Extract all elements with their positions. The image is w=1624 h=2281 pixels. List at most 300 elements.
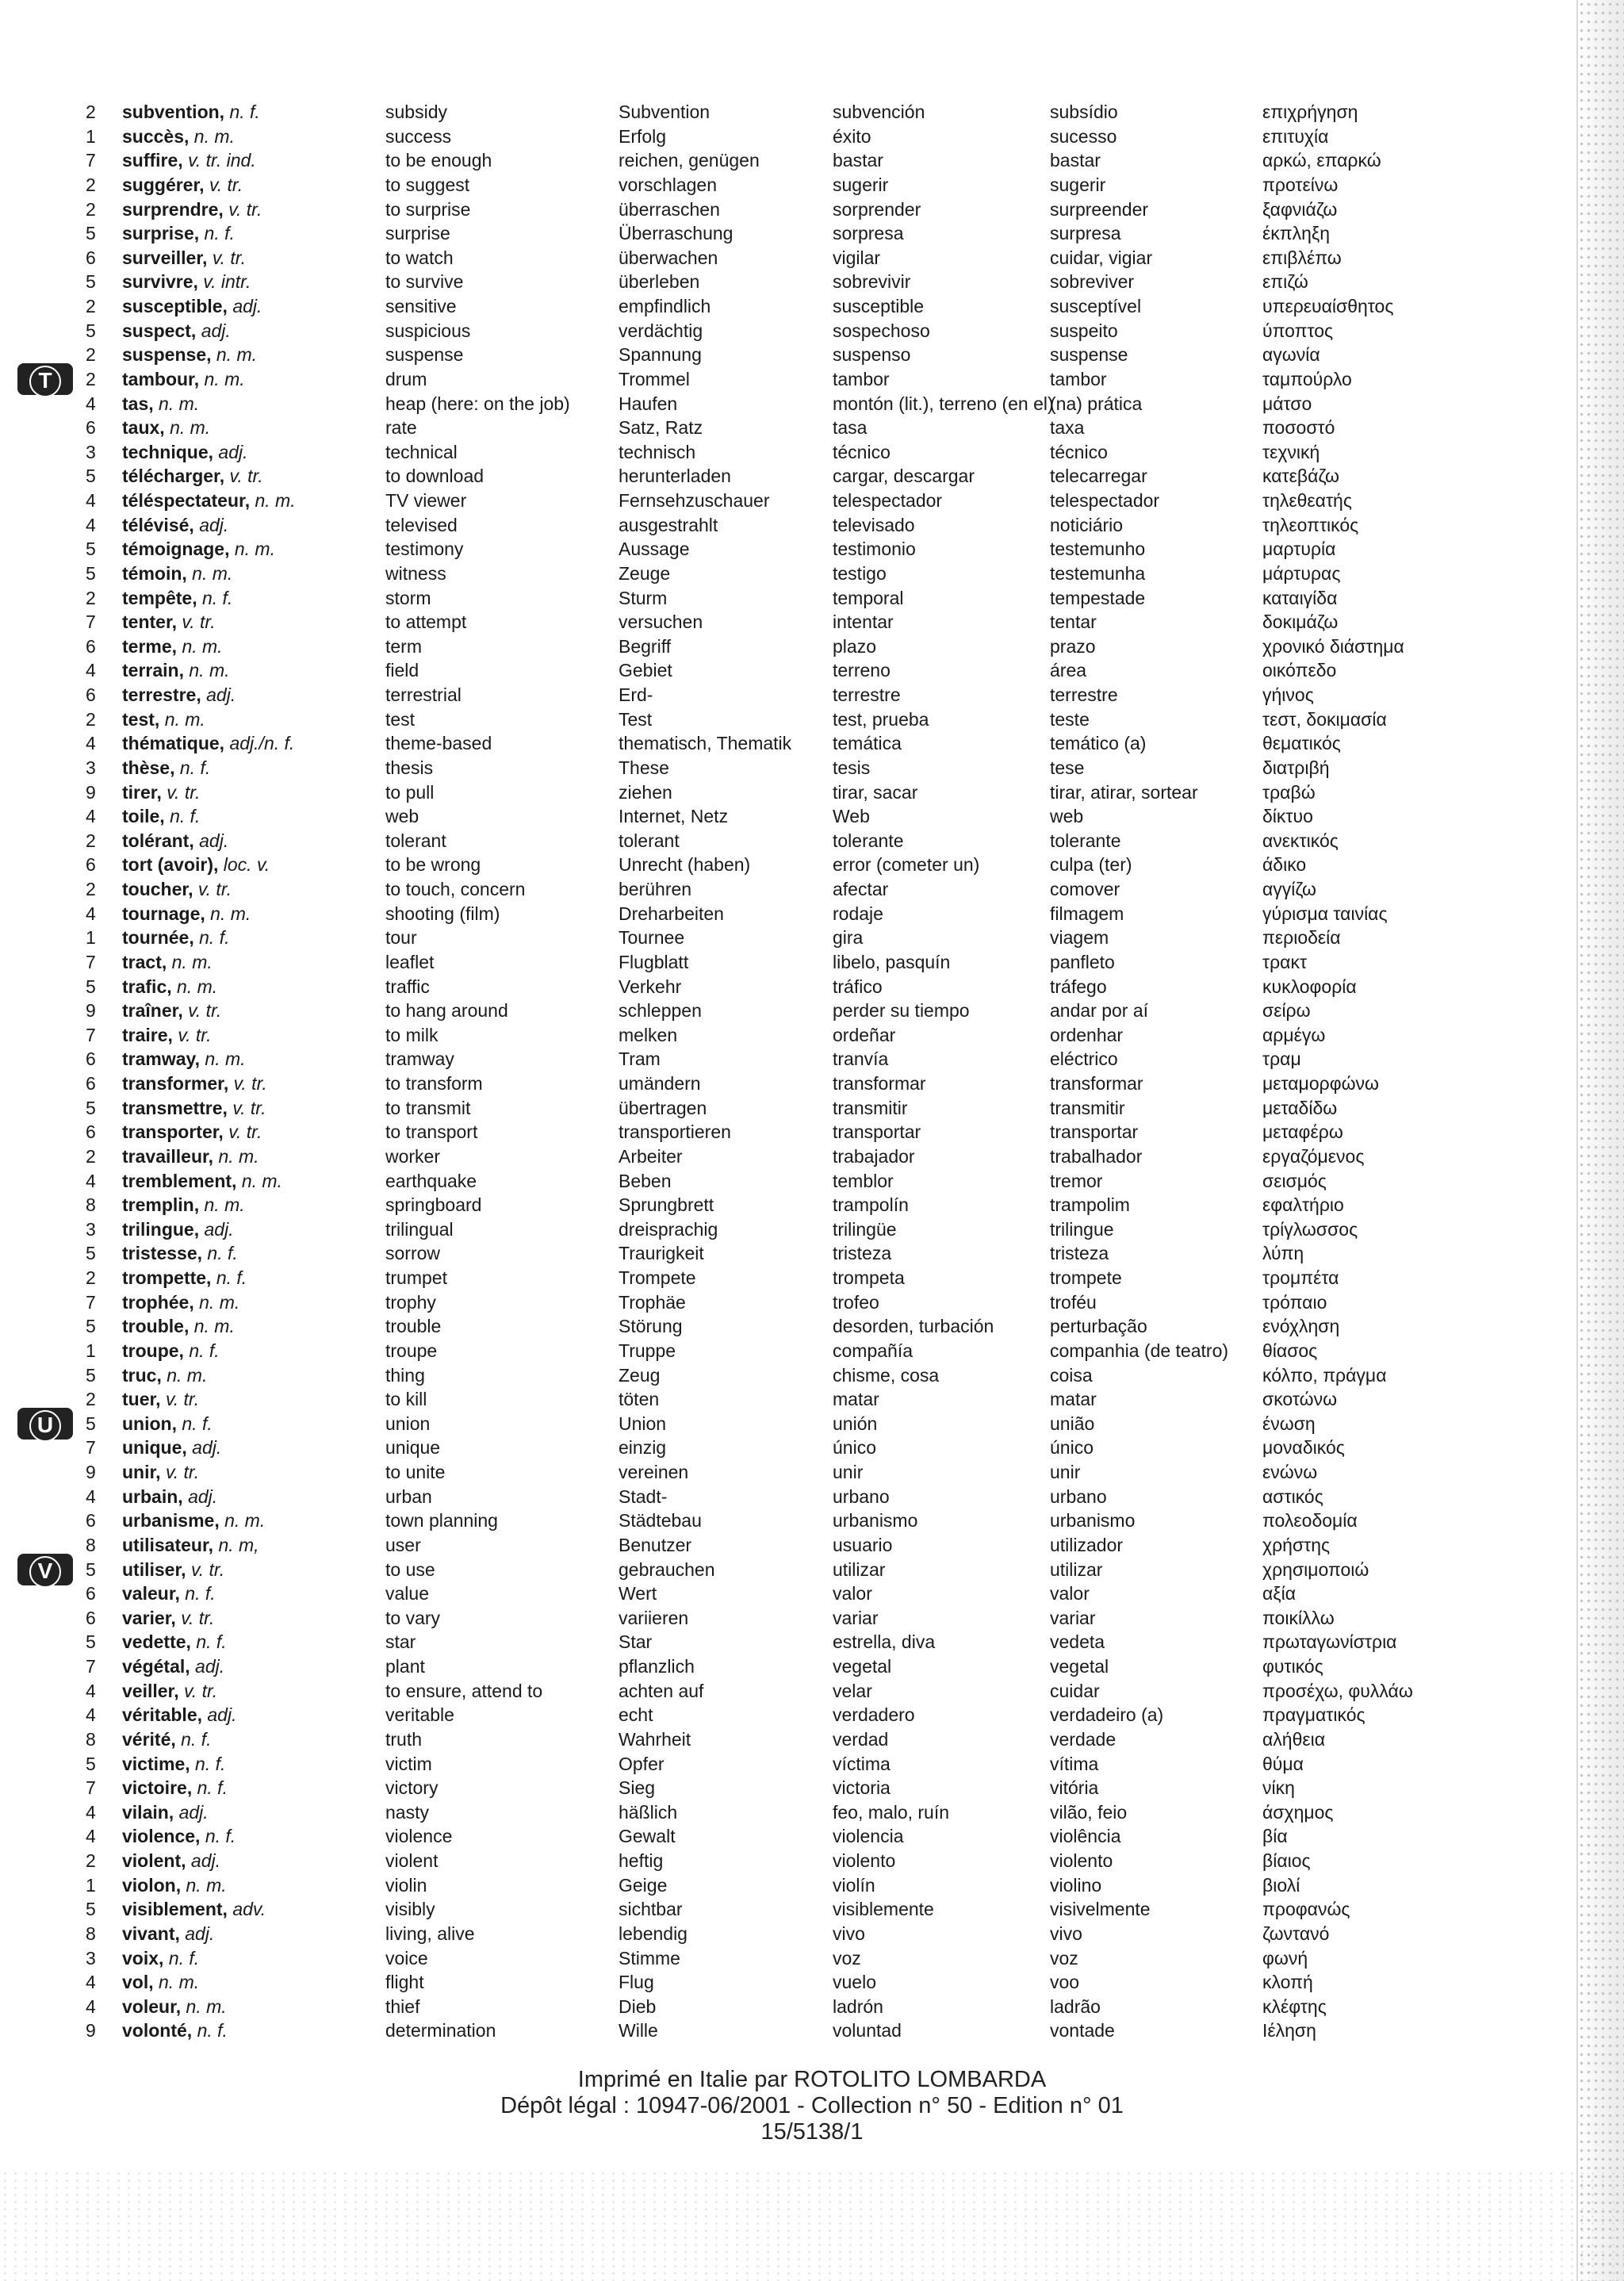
headword-text: susceptible,	[122, 296, 228, 316]
french-headword	[122, 1217, 234, 1242]
headword-text: traire,	[122, 1024, 173, 1045]
table-row	[86, 1509, 1450, 1533]
lesson-number: 4	[86, 733, 96, 754]
greek-translation: τεχνική	[1262, 441, 1320, 462]
french-headword	[122, 513, 228, 538]
spanish-translation: vegetal	[833, 1656, 892, 1677]
portuguese-translation: ordenhar	[1050, 1024, 1124, 1045]
english-translation: tour	[385, 927, 417, 949]
lesson-number: 6	[86, 854, 96, 876]
part-of-speech: n. m.	[193, 125, 235, 147]
table-row	[86, 1023, 1450, 1048]
headword-text: succès,	[122, 125, 190, 147]
lesson-number: 1	[86, 927, 96, 949]
part-of-speech: n. m.	[186, 1874, 227, 1896]
part-of-speech: v. tr.	[228, 1121, 262, 1143]
greek-translation: θεματικός	[1262, 733, 1341, 754]
german-translation: heftig	[619, 1850, 664, 1871]
english-translation: web	[385, 806, 419, 827]
portuguese-translation: verdadeiro (a)	[1050, 1704, 1164, 1726]
portuguese-translation: tremor	[1050, 1170, 1103, 1191]
table-row	[86, 1144, 1450, 1169]
portuguese-translation: visivelmente	[1050, 1899, 1151, 1920]
lesson-number: 6	[86, 1510, 96, 1532]
part-of-speech: n. m.	[159, 1972, 200, 1993]
greek-translation: προσέχω, φυλλάω	[1262, 1680, 1413, 1701]
lesson-number: 5	[86, 539, 96, 560]
part-of-speech: adj.	[218, 441, 248, 462]
headword-text: trophée,	[122, 1291, 194, 1313]
greek-translation: ύποπτος	[1262, 320, 1334, 341]
french-headword	[122, 1023, 212, 1048]
english-translation: user	[385, 1534, 421, 1555]
table-row	[86, 975, 1450, 999]
table-row	[86, 1995, 1450, 2019]
german-translation: Satz, Ratz	[619, 417, 703, 439]
french-headword	[122, 221, 235, 246]
headword-text: traîner,	[122, 1000, 183, 1022]
headword-text: tuer,	[122, 1389, 161, 1410]
lesson-number: 2	[86, 1267, 96, 1288]
french-headword	[122, 1387, 199, 1412]
french-headword	[122, 197, 262, 222]
portuguese-translation: web	[1050, 806, 1084, 827]
german-translation: lebendig	[619, 1923, 688, 1944]
english-translation: drum	[385, 368, 427, 389]
german-translation: Truppe	[619, 1340, 676, 1361]
lesson-number: 1	[86, 1340, 96, 1361]
greek-translation: εφαλτήριο	[1262, 1194, 1344, 1216]
english-translation: visibly	[385, 1899, 435, 1920]
lesson-number: 4	[86, 806, 96, 827]
headword-text: trafic,	[122, 976, 172, 997]
table-row	[86, 513, 1450, 538]
portuguese-translation: vitória	[1050, 1777, 1099, 1799]
part-of-speech: n. m.	[193, 1316, 235, 1337]
lesson-number: 6	[86, 1121, 96, 1143]
greek-translation: αγωνία	[1262, 344, 1320, 366]
portuguese-translation: valor	[1050, 1583, 1090, 1604]
english-translation: to transport	[385, 1121, 478, 1143]
german-translation: echt	[619, 1704, 653, 1726]
greek-translation: αξία	[1262, 1583, 1297, 1604]
spanish-translation: Web	[833, 806, 870, 827]
table-row	[86, 1460, 1450, 1485]
greek-translation: μεταμορφώνω	[1262, 1073, 1380, 1094]
headword-text: surprendre,	[122, 198, 224, 220]
portuguese-translation: viagem	[1050, 927, 1109, 949]
spanish-translation: desorden, turbación	[833, 1316, 994, 1337]
german-translation: Unrecht (haben)	[619, 854, 751, 876]
english-translation: to unite	[385, 1462, 446, 1482]
spanish-translation: víctima	[833, 1753, 891, 1774]
english-translation: televised	[385, 514, 458, 535]
french-headword	[122, 148, 256, 173]
table-row	[86, 1533, 1450, 1558]
table-row	[86, 1412, 1450, 1436]
spanish-translation: éxito	[833, 125, 871, 147]
lesson-number: 3	[86, 1947, 96, 1969]
german-translation: Benutzer	[619, 1534, 692, 1555]
english-translation: term	[385, 635, 422, 657]
greek-translation: κλέφτης	[1262, 1995, 1327, 2017]
english-translation: earthquake	[385, 1170, 477, 1191]
french-headword	[122, 1849, 220, 1873]
headword-text: tract,	[122, 951, 167, 972]
lesson-number: 9	[86, 1462, 96, 1482]
headword-text: tremplin,	[122, 1194, 200, 1216]
english-translation: voice	[385, 1947, 428, 1969]
lesson-number: 6	[86, 1048, 96, 1070]
french-headword	[122, 1654, 224, 1679]
portuguese-translation: sobreviver	[1050, 271, 1135, 293]
english-translation: town planning	[385, 1510, 498, 1532]
portuguese-translation: trilingue	[1050, 1218, 1114, 1240]
greek-translation: σείρω	[1262, 1000, 1311, 1022]
greek-translation: ξαφνιάζω	[1262, 198, 1338, 220]
lesson-number: 4	[86, 1486, 96, 1507]
german-translation: Arbeiter	[619, 1145, 683, 1167]
french-headword	[122, 586, 232, 611]
lesson-number: 8	[86, 1194, 96, 1216]
portuguese-translation: telecarregar	[1050, 466, 1147, 487]
portuguese-translation: união	[1050, 1413, 1095, 1434]
lesson-number: 4	[86, 514, 96, 535]
portuguese-translation: tirar, atirar, sortear	[1050, 781, 1198, 803]
part-of-speech: adj.	[201, 320, 231, 341]
spanish-translation: visiblemente	[833, 1899, 934, 1920]
headword-text: suspect,	[122, 320, 197, 341]
spanish-translation: afectar	[833, 879, 889, 899]
table-row	[86, 1606, 1450, 1631]
german-translation: Zeuge	[619, 562, 671, 584]
french-headword	[122, 1752, 225, 1777]
english-translation: to download	[385, 466, 485, 487]
part-of-speech: v. tr.	[165, 1462, 200, 1482]
english-translation: test	[385, 708, 416, 730]
german-translation: Erd-	[619, 684, 653, 705]
lesson-number: 5	[86, 976, 96, 997]
portuguese-translation: andar por aí	[1050, 1000, 1149, 1022]
greek-translation: κατεβάζω	[1262, 466, 1339, 487]
german-translation: ausgestrahlt	[619, 514, 718, 535]
german-translation: überleben	[619, 271, 700, 293]
spanish-translation: vuelo	[833, 1972, 876, 1993]
part-of-speech: n. m.	[186, 1995, 227, 2017]
lesson-number: 5	[86, 1899, 96, 1920]
part-of-speech: n. m.	[216, 344, 258, 366]
english-translation: field	[385, 660, 419, 681]
table-row	[86, 999, 1450, 1023]
section-tab	[17, 1554, 73, 1585]
lesson-number: 4	[86, 1801, 96, 1823]
table-row	[86, 270, 1450, 294]
table-row	[86, 343, 1450, 367]
headword-text: tramway,	[122, 1048, 201, 1070]
french-headword	[122, 756, 210, 780]
headword-text: trompette,	[122, 1267, 212, 1288]
english-translation: living, alive	[385, 1923, 475, 1944]
part-of-speech: v. tr.	[182, 611, 216, 633]
spanish-translation: testigo	[833, 562, 887, 584]
french-headword	[122, 392, 199, 416]
headword-text: victoire,	[122, 1777, 193, 1799]
table-row	[86, 877, 1450, 902]
spanish-translation: tirar, sacar	[833, 781, 918, 803]
spanish-translation: terrestre	[833, 684, 901, 705]
part-of-speech: v. tr.	[178, 1024, 212, 1045]
german-translation: Sturm	[619, 587, 668, 608]
english-translation: sorrow	[385, 1243, 441, 1264]
greek-translation: χρησιμοποιώ	[1262, 1558, 1369, 1580]
greek-translation: επιβλέπω	[1262, 247, 1342, 268]
part-of-speech: n. m.	[189, 660, 230, 681]
spanish-translation: unir	[833, 1462, 864, 1482]
portuguese-translation: único	[1050, 1437, 1094, 1459]
table-row	[86, 1193, 1450, 1217]
english-translation: tramway	[385, 1048, 454, 1070]
greek-translation: υπερευαίσθητος	[1262, 296, 1394, 316]
spanish-translation: violento	[833, 1850, 896, 1871]
spanish-translation: tráfico	[833, 976, 883, 997]
table-row	[86, 829, 1450, 853]
portuguese-translation: tolerante	[1050, 830, 1121, 851]
table-row	[86, 562, 1450, 586]
greek-translation: διατριβή	[1262, 757, 1330, 778]
german-translation: These	[619, 757, 669, 778]
greek-translation: άσχημος	[1262, 1801, 1334, 1823]
headword-text: tempête,	[122, 587, 197, 608]
greek-translation: κυκλοφορία	[1262, 976, 1357, 997]
lesson-number: 2	[86, 102, 96, 122]
german-translation: empfindlich	[619, 296, 711, 316]
english-translation: witness	[385, 562, 446, 584]
part-of-speech: loc. v.	[223, 854, 270, 876]
lesson-number: 2	[86, 198, 96, 220]
portuguese-translation: urbanismo	[1050, 1510, 1136, 1532]
french-headword	[122, 489, 296, 513]
table-row	[86, 1922, 1450, 1946]
portuguese-translation: tambor	[1050, 368, 1107, 389]
english-translation: union	[385, 1413, 431, 1434]
english-translation: violin	[385, 1874, 427, 1896]
french-headword	[122, 1873, 227, 1898]
english-translation: to use	[385, 1558, 435, 1580]
part-of-speech: n. f.	[181, 1728, 212, 1750]
portuguese-translation: companhia (de teatro)	[1050, 1340, 1229, 1361]
french-headword	[122, 1436, 221, 1460]
part-of-speech: n. m.	[210, 903, 251, 924]
portuguese-translation: trompete	[1050, 1267, 1122, 1288]
headword-text: surprise,	[122, 223, 200, 244]
headword-text: vol,	[122, 1972, 154, 1993]
headword-text: veiller,	[122, 1680, 179, 1701]
portuguese-translation: filmagem	[1050, 903, 1124, 924]
part-of-speech: n. m.	[255, 490, 296, 511]
portuguese-translation: técnico	[1050, 441, 1108, 462]
greek-translation: πολεοδομία	[1262, 1510, 1358, 1532]
greek-translation: αρμέγω	[1262, 1024, 1326, 1045]
german-translation: Wert	[619, 1583, 657, 1604]
english-translation: to milk	[385, 1024, 439, 1045]
headword-text: tenter,	[122, 611, 178, 633]
table-row	[86, 319, 1450, 343]
lesson-number: 6	[86, 1583, 96, 1604]
portuguese-translation: transformar	[1050, 1073, 1143, 1094]
part-of-speech: adj.	[195, 1656, 225, 1677]
greek-translation: νίκη	[1262, 1777, 1295, 1799]
german-translation: Fernsehzuschauer	[619, 490, 770, 511]
lesson-number: 6	[86, 1607, 96, 1628]
portuguese-translation: bastar	[1050, 150, 1101, 171]
french-headword	[122, 1800, 209, 1825]
headword-text: trouble,	[122, 1316, 190, 1337]
german-translation: achten auf	[619, 1680, 704, 1701]
headword-text: tremblement,	[122, 1170, 237, 1191]
portuguese-translation: perturbação	[1050, 1316, 1147, 1337]
part-of-speech: n. f.	[216, 1267, 247, 1288]
vocabulary-table	[86, 100, 1450, 2043]
french-headword	[122, 1679, 217, 1704]
german-translation: Traurigkeit	[619, 1243, 704, 1264]
part-of-speech: v. tr.	[188, 1000, 222, 1022]
german-translation: verdächtig	[619, 320, 703, 341]
german-translation: Stimme	[619, 1947, 680, 1969]
greek-translation: γήινος	[1262, 684, 1314, 705]
english-translation: troupe	[385, 1340, 438, 1361]
french-headword	[122, 1363, 207, 1388]
lesson-number: 1	[86, 1874, 96, 1896]
greek-translation: αλήθεια	[1262, 1728, 1326, 1750]
french-headword	[122, 100, 260, 125]
headword-text: télécharger,	[122, 466, 225, 487]
greek-translation: τρομπέτα	[1262, 1267, 1339, 1288]
headword-text: transformer,	[122, 1073, 229, 1094]
spanish-translation: tristeza	[833, 1243, 892, 1264]
english-translation: unique	[385, 1437, 441, 1459]
part-of-speech: n. m.	[167, 1364, 208, 1386]
part-of-speech: n. f.	[207, 1243, 238, 1264]
part-of-speech: n. m.	[204, 368, 245, 389]
portuguese-translation: trampolim	[1050, 1194, 1130, 1216]
spanish-translation: sobrevivir	[833, 271, 911, 293]
spanish-translation: montón (lit.), terreno (en el)	[833, 393, 1054, 414]
greek-translation: τρόπαιο	[1262, 1291, 1327, 1313]
part-of-speech: n. f.	[182, 1413, 213, 1434]
lesson-number: 2	[86, 587, 96, 608]
table-row	[86, 683, 1450, 707]
part-of-speech: v. tr.	[167, 781, 201, 803]
greek-translation: χρονικό διάστημα	[1262, 635, 1404, 657]
table-row	[86, 707, 1450, 732]
greek-translation: βία	[1262, 1826, 1288, 1847]
headword-text: union,	[122, 1413, 177, 1434]
english-translation: urban	[385, 1486, 432, 1507]
spanish-translation: voz	[833, 1947, 861, 1969]
lesson-number: 5	[86, 320, 96, 341]
french-headword	[122, 1581, 216, 1606]
portuguese-translation: ladrão	[1050, 1995, 1101, 2017]
greek-translation: αστικός	[1262, 1486, 1323, 1507]
greek-translation: τρακτ	[1262, 951, 1308, 972]
headword-text: survivre,	[122, 271, 198, 293]
german-translation: Union	[619, 1413, 667, 1434]
headword-text: voleur,	[122, 1995, 182, 2017]
portuguese-translation: terrestre	[1050, 684, 1118, 705]
german-translation: Dieb	[619, 1995, 657, 2017]
french-headword	[122, 975, 217, 999]
table-row	[86, 1363, 1450, 1388]
german-translation: Begriff	[619, 635, 672, 657]
footer-code-line: 15/5138/1	[760, 2119, 864, 2145]
part-of-speech: v. tr.	[190, 1558, 225, 1580]
german-translation: überraschen	[619, 198, 720, 220]
german-translation: Stadt-	[619, 1486, 668, 1507]
part-of-speech: n. m.	[159, 393, 200, 414]
headword-text: violent,	[122, 1850, 186, 1871]
portuguese-translation: unir	[1050, 1462, 1081, 1482]
french-headword	[122, 1897, 266, 1922]
lesson-number: 6	[86, 417, 96, 439]
headword-text: utilisateur,	[122, 1534, 214, 1555]
spanish-translation: transformar	[833, 1073, 926, 1094]
greek-translation: τραβώ	[1262, 781, 1316, 803]
spanish-translation: trampolín	[833, 1194, 909, 1216]
lesson-number: 6	[86, 635, 96, 657]
english-translation: trilingual	[385, 1218, 454, 1240]
part-of-speech: n. f.	[179, 757, 211, 778]
headword-text: tolérant,	[122, 830, 194, 851]
headword-text: taux,	[122, 417, 165, 439]
part-of-speech: n. f.	[170, 806, 201, 827]
portuguese-translation: eléctrico	[1050, 1048, 1118, 1070]
portuguese-translation: culpa (ter)	[1050, 854, 1132, 876]
portuguese-translation: comover	[1050, 879, 1120, 899]
portuguese-translation: área	[1050, 660, 1087, 681]
greek-translation: οικόπεδο	[1262, 660, 1337, 681]
part-of-speech: n. f.	[205, 1826, 236, 1847]
lesson-number: 8	[86, 1728, 96, 1750]
english-translation: to ensure, attend to	[385, 1680, 543, 1701]
english-translation: worker	[385, 1145, 441, 1167]
headword-text: tournée,	[122, 927, 194, 949]
english-translation: TV viewer	[385, 490, 467, 511]
french-headword	[122, 1485, 217, 1509]
spanish-translation: trilingüe	[833, 1218, 897, 1240]
german-translation: thematisch, Thematik	[619, 733, 792, 754]
french-headword	[122, 1970, 199, 1995]
table-row	[86, 246, 1450, 270]
part-of-speech: adj.	[232, 296, 262, 316]
lesson-number: 9	[86, 1000, 96, 1022]
greek-translation: περιοδεία	[1262, 927, 1341, 949]
english-translation: traffic	[385, 976, 430, 997]
part-of-speech: n. m.	[177, 976, 218, 997]
part-of-speech: n. m.	[164, 708, 205, 730]
greek-translation: μάτσο	[1262, 393, 1312, 414]
greek-translation: τηλεθεατής	[1262, 490, 1352, 511]
german-translation: Spannung	[619, 344, 702, 366]
german-translation: Beben	[619, 1170, 672, 1191]
french-headword	[122, 829, 228, 853]
spanish-translation: terreno	[833, 660, 891, 681]
lesson-number: 2	[86, 1389, 96, 1410]
table-row	[86, 100, 1450, 125]
headword-text: truc,	[122, 1364, 162, 1386]
french-headword	[122, 1946, 199, 1971]
headword-text: tournage,	[122, 903, 205, 924]
table-row	[86, 1241, 1450, 1266]
